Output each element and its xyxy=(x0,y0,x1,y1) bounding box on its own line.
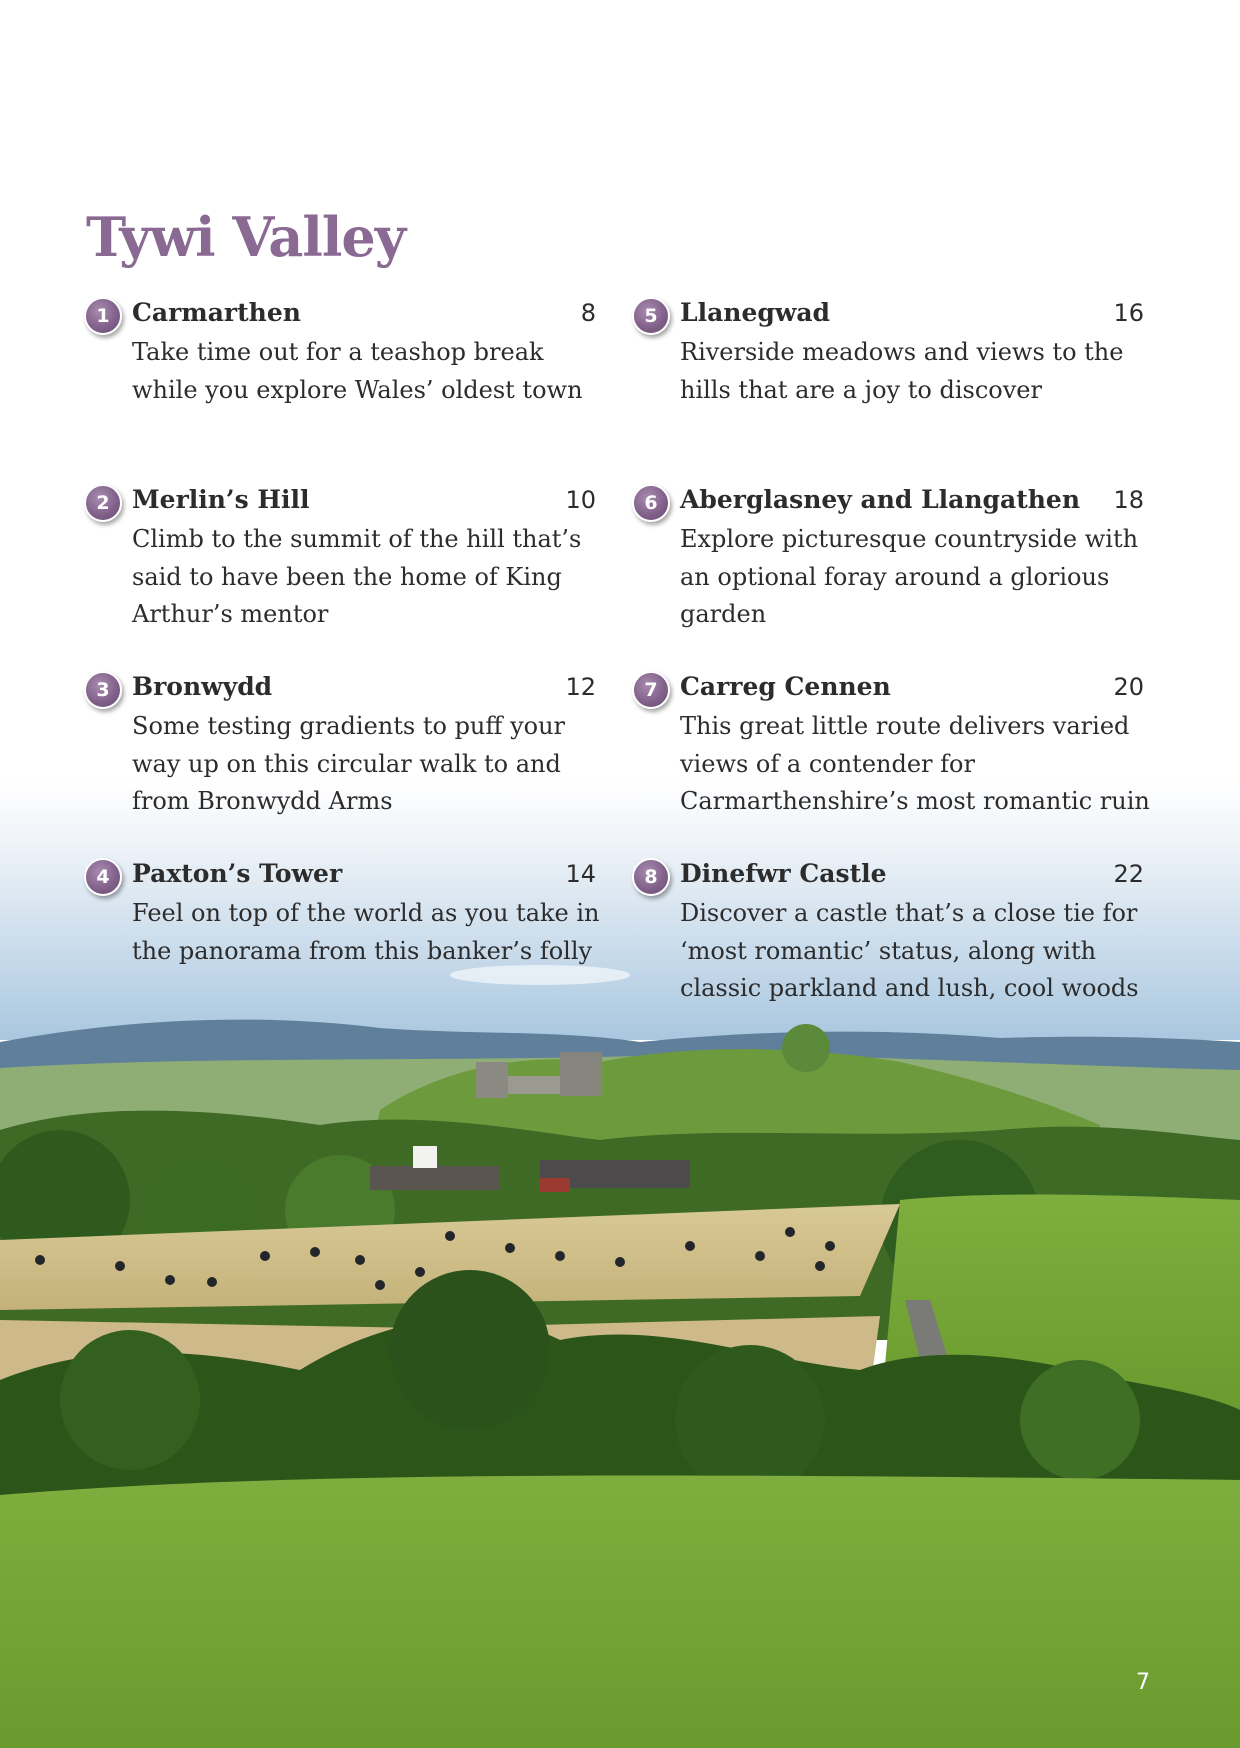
walk-number-badge: 7 xyxy=(632,671,670,709)
walk-page-number: 12 xyxy=(565,673,596,701)
walk-entry[interactable] xyxy=(632,671,1150,858)
walk-entry[interactable] xyxy=(84,297,596,484)
walk-entry[interactable] xyxy=(632,297,1144,484)
walk-name: Dinefwr Castle xyxy=(680,859,887,888)
walk-description: Take time out for a teashop break while you explore Wales’ oldest town xyxy=(132,338,583,404)
walk-page-number: 16 xyxy=(1113,299,1144,327)
page-folio-number: 7 xyxy=(1136,1670,1150,1695)
walk-page-number: 22 xyxy=(1113,860,1144,888)
walk-number-badge: 4 xyxy=(84,858,122,896)
walk-description: Riverside meadows and views to the hills that are a joy to discover xyxy=(680,338,1124,404)
walk-description: Explore picturesque countryside with an optional foray around a glorious garden xyxy=(680,525,1139,628)
walk-list-left xyxy=(84,297,600,1045)
walk-description: Some testing gradients to puff your way up on this circular walk to and from Bronwydd Arms xyxy=(132,712,566,815)
walk-entry[interactable] xyxy=(84,858,600,1045)
walk-number-badge: 6 xyxy=(632,484,670,522)
walk-name: Merlin’s Hill xyxy=(132,485,310,514)
walk-entry[interactable] xyxy=(632,484,1144,671)
walk-list-right xyxy=(632,297,1150,1045)
walk-name: Aberglasney and Llangathen xyxy=(680,485,1081,514)
walk-entry[interactable] xyxy=(84,484,596,671)
walk-name: Carreg Cennen xyxy=(680,672,891,701)
walk-name: Bronwydd xyxy=(132,672,273,701)
walk-number-badge: 3 xyxy=(84,671,122,709)
walk-entry[interactable] xyxy=(84,671,596,858)
walk-name: Carmarthen xyxy=(132,298,301,327)
walk-page-number: 14 xyxy=(565,860,596,888)
walk-description: This great little route delivers varied views of a contender for Carmarthenshire’s most romantic ruin xyxy=(680,712,1150,815)
walk-number-badge: 5 xyxy=(632,297,670,335)
walk-description: Feel on top of the world as you take in the panorama from this banker’s folly xyxy=(132,899,600,965)
walk-number-badge: 1 xyxy=(84,297,122,335)
walk-entry[interactable] xyxy=(632,858,1144,1045)
walk-page-number: 20 xyxy=(1113,673,1144,701)
walk-name: Paxton’s Tower xyxy=(132,859,343,888)
walk-description: Discover a castle that’s a close tie for ‘most romantic’ status, along with classic parkland and lush, cool woods xyxy=(680,899,1139,1002)
walk-page-number: 10 xyxy=(565,486,596,514)
walk-page-number: 18 xyxy=(1113,486,1144,514)
page-title: Tywi Valley xyxy=(86,205,406,269)
walk-name: Llanegwad xyxy=(680,298,831,327)
walk-number-badge: 8 xyxy=(632,858,670,896)
walk-number-badge: 2 xyxy=(84,484,122,522)
walk-description: Climb to the summit of the hill that’s said to have been the home of King Arthur’s mentor xyxy=(132,525,582,628)
walk-page-number: 8 xyxy=(580,299,596,327)
